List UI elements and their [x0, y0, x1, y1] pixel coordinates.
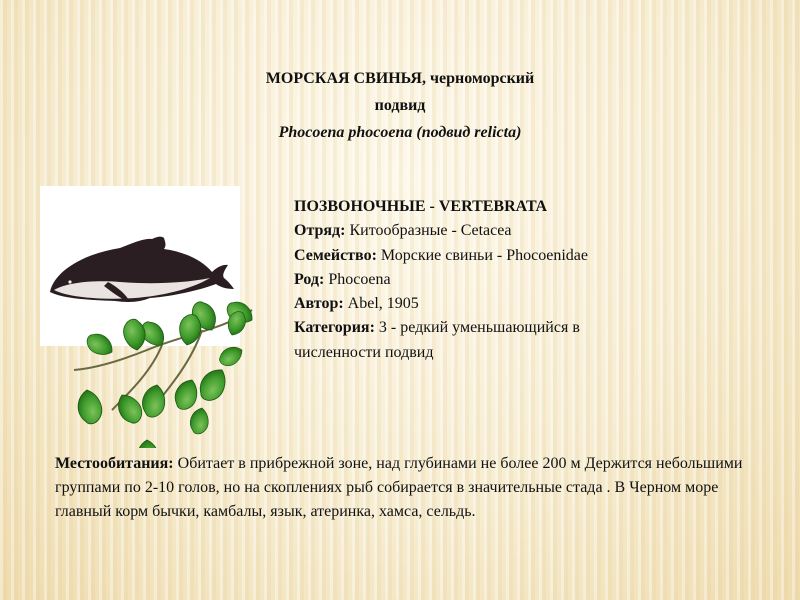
latin-name: Phocoena phocoena (подвид relicta)	[278, 124, 522, 141]
family-label: Семейство:	[294, 246, 377, 264]
group-name: ПОЗВОНОЧНЫЕ - VERTEBRATA	[294, 198, 548, 215]
habitat-label: Местообитания:	[55, 455, 174, 472]
genus-label: Род:	[294, 270, 325, 288]
family-line	[294, 244, 694, 268]
title-line-2: подвид	[374, 97, 426, 114]
category-line	[294, 316, 664, 365]
group-line	[294, 195, 694, 219]
order-value: Китообразные - Cetacea	[345, 222, 512, 240]
leaf-branch-illustration	[52, 290, 277, 448]
habitat-text: Обитает в прибрежной зоне, над глубинами не более 200 м Держится небольшими группами по 2-10 голов, но на скоплениях рыб собирается в значительные стада . В Черном море главный корм бычки, камбалы, язык, атеринка, хамса, сельдь.	[55, 455, 743, 520]
category-value: 3 - редкий уменьшающийся в численности подвид	[294, 319, 580, 361]
author-value: Abel, 1905	[343, 295, 419, 313]
family-value: Морские свиньи - Phocoenidae	[376, 246, 588, 264]
order-line	[294, 219, 694, 243]
taxonomy-info	[294, 195, 694, 365]
author-label: Автор:	[294, 295, 344, 313]
title-block	[200, 65, 600, 146]
category-label: Категория:	[294, 319, 375, 337]
genus-line	[294, 268, 694, 292]
title-line-1: МОРСКАЯ СВИНЬЯ, черноморский	[265, 70, 535, 87]
order-label: Отряд:	[294, 222, 346, 240]
habitat-paragraph	[55, 452, 745, 524]
author-line	[294, 292, 694, 316]
genus-value: Phocoena	[324, 270, 391, 288]
linden-leaves-decoration	[52, 290, 277, 448]
